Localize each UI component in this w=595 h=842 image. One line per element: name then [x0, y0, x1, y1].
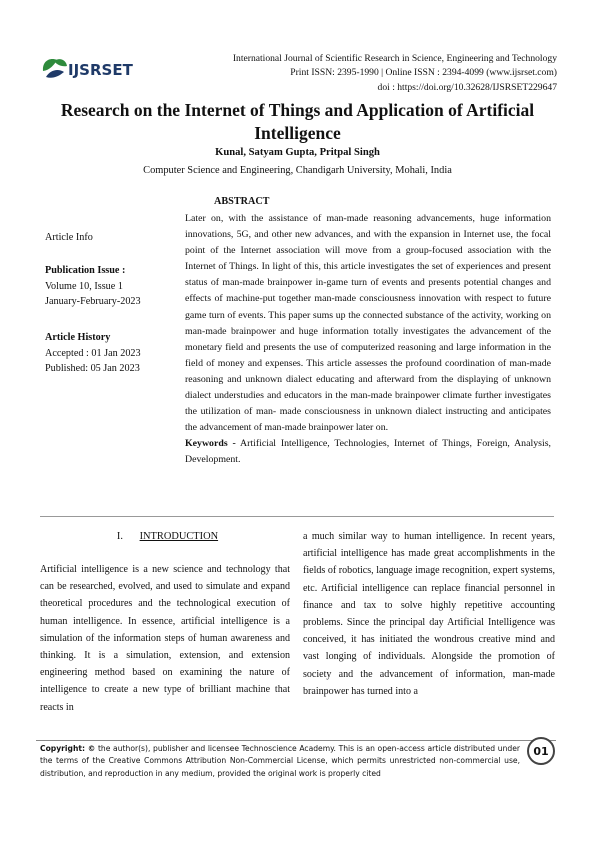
- copyright-text: the author(s), publisher and licensee Technoscience Academy. This is an open-access article distributed under the terms of the Creative Commons Attribution Non-Commercial License, which permits unrestricted non-commercial use, distribution, and reproduction in any medium, provided the original work is properly cited: [40, 744, 521, 778]
- footer-divider: [36, 740, 556, 741]
- paper-title: [30, 99, 565, 145]
- copyright-label: Copyright:: [40, 744, 86, 753]
- issue-months: January-February-2023: [45, 296, 141, 307]
- copyright-notice: [40, 743, 520, 780]
- abstract-text: Later on, with the assistance of man-made reasoning advancements, huge information innovations, 5G, and other new advances, and with the expansion in Internet use, the focal point of the Internet association will move from a group-focused association with the Internet of Things. In light of this, this article investigates the set of experiences and present status of man-made brainpower in-game turn of events and presents potential changes and effects of machine-put together man-made consciousness innovation with respect to future game turn of events. This paper sums up the connected substance of the activity, working on man-made brainpower and huge information totally investigates the advancement of the monetary field and presents the use of computerized reasoning and large information in the field of money and expenses. This article assesses the profound coordination of man-made reasoning and unknown dialect educating and afterward from the displaying of unknown dialect understudies and educators in the man-made brainpower climate further investigates the utilization of man- made consciousness in unknown dialect instructing and anticipates the advancement of man-made brainpower later on.: [185, 213, 551, 434]
- volume-issue: Volume 10, Issue 1: [45, 280, 123, 292]
- logo-text: IJSRSET: [68, 61, 133, 79]
- section-divider: [40, 516, 554, 517]
- title-line-2: Intelligence: [254, 123, 341, 143]
- intro-right-column: a much similar way to human intelligence. In recent years, artificial intelligence has made great accomplishments in the fields of robotics, language image recognition, expert systems, etc. Artificial intelligence can replace financial personnel in finance and tax to solve highly repetitive accounting problems. Since the principal day Artificial Intelligence was conceived, it has initiated the wondrous creative mind and vast longing of individuals. Alongside the promotion of society and the advancement of information, man-made brainpower has turned into a: [303, 531, 555, 697]
- keywords-text: Artificial Intelligence, Technologies, Internet of Things, Foreign, Analysis, Development.: [185, 438, 551, 466]
- article-history-label: Article History: [45, 332, 111, 343]
- affiliation: Computer Science and Engineering, Chandigarh University, Mohali, India: [143, 165, 452, 176]
- section-number: I.: [116, 531, 123, 542]
- introduction-heading: [40, 531, 295, 542]
- publication-issue-label: Publication Issue :: [45, 265, 126, 276]
- journal-header: [233, 52, 557, 95]
- accepted-date: Accepted : 01 Jan 2023: [45, 347, 141, 359]
- title-line-1: Research on the Internet of Things and Application of Artificial: [60, 100, 535, 120]
- journal-logo: [40, 51, 135, 85]
- article-history-block: [45, 330, 141, 377]
- intro-left-column: Artificial intelligence is a new science and technology that can be researched, evolved, and used to simulate and expand theoretical procedures and the technological execution of human intelligence. In essence, artificial intelligence is a simulation of the information steps of human awareness and thinking. It is a simulation, extension, and extension engineering method based on examining the nature of intelligence to create a new type of brilliant machine that reacts in: [40, 564, 290, 713]
- section-title: INTRODUCTION: [139, 531, 219, 542]
- journal-doi[interactable]: doi : https://doi.org/10.32628/IJSRSET229647: [377, 81, 557, 93]
- abstract-body: [185, 211, 551, 469]
- article-info-heading: Article Info: [45, 232, 93, 243]
- journal-issn[interactable]: Print ISSN: 2395-1990 | Online ISSN : 2394-4099 (www.ijsrset.com): [290, 67, 557, 79]
- page-number: 01: [527, 737, 555, 765]
- article-info-block: [45, 263, 141, 310]
- abstract-heading: ABSTRACT: [214, 196, 270, 207]
- journal-name: International Journal of Scientific Research in Science, Engineering and Technology: [232, 53, 557, 64]
- leaf-icon: [43, 59, 67, 78]
- author-list: Kunal, Satyam Gupta, Pritpal Singh: [215, 147, 380, 158]
- copyright-icon: ©: [87, 744, 96, 753]
- published-date: Published: 05 Jan 2023: [45, 363, 140, 374]
- keywords-label: Keywords -: [185, 438, 236, 450]
